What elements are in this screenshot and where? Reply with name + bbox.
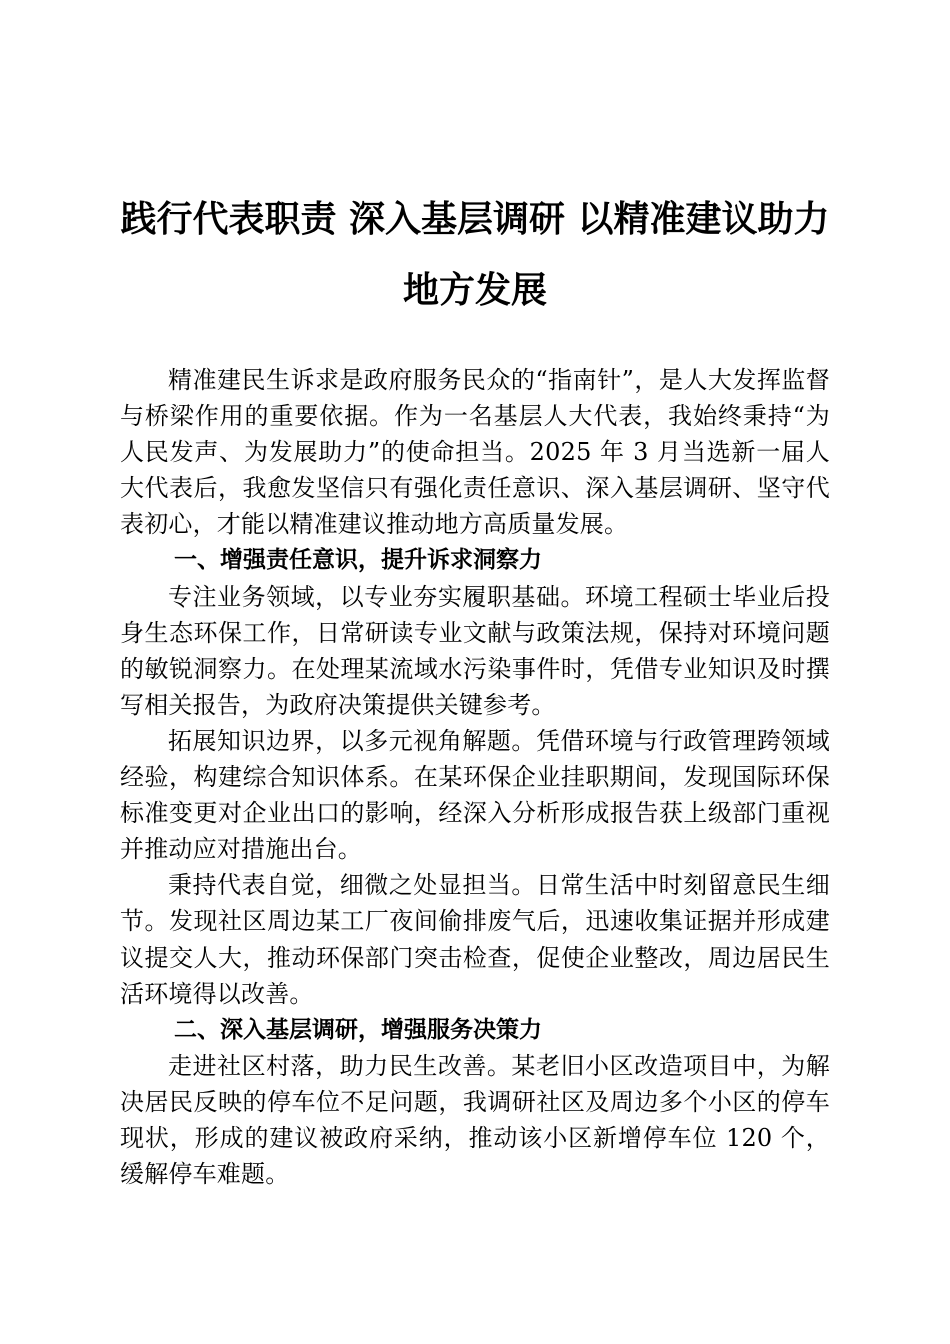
document-body [120, 362, 830, 1192]
document-title-line-1: 践行代表职责 深入基层调研 以精准建议助力 [120, 198, 830, 240]
section-heading-2: 二、深入基层调研，增强服务决策力 [174, 1016, 542, 1043]
paragraph: 专注业务领域，以专业夯实履职基础。环境工程硕士毕业后投身生态环保工作，日常研读专业文献与政策法规，保持对环境问题的敏锐洞察力。在处理某流域水污染事件时，凭借专业知识及时撰写相关报告，为政府决策提供关键参考。 [120, 582, 830, 719]
paragraph: 拓展知识边界，以多元视角解题。凭借环境与行政管理跨领域经验，构建综合知识体系。在某环保企业挂职期间，发现国际环保标准变更对企业出口的影响，经深入分析形成报告获上级部门重视并推动应对措施出台。 [120, 726, 830, 864]
paragraph: 秉持代表自觉，细微之处显担当。日常生活中时刻留意民生细节。发现社区周边某工厂夜间偷排废气后，迅速收集证据并形成建议提交人大，推动环保部门突击检查，促使企业整改，周边居民生活环境得以改善。 [120, 871, 830, 1008]
paragraph: 走进社区村落，助力民生改善。某老旧小区改造项目中，为解决居民反映的停车位不足问题，我调研社区及周边多个小区的停车现状，形成的建议被政府采纳，推动该小区新增停车位 120 个，缓解停车难题。 [120, 1051, 830, 1189]
document-title-line-2: 地方发展 [402, 269, 547, 311]
section-heading-1: 一、增强责任意识，提升诉求洞察力 [174, 547, 542, 574]
paragraph-intro: 精准建民生诉求是政府服务民众的“指南针”，是人大发挥监督与桥梁作用的重要依据。作为一名基层人大代表，我始终秉持“为人民发声、为发展助力”的使命担当。2025 年 3 月当选新一届人大代表后，我愈发坚信只有强化责任意识、深入基层调研、坚守代表初心，才能以精准建议推动地方高质量发展。 [120, 366, 830, 539]
